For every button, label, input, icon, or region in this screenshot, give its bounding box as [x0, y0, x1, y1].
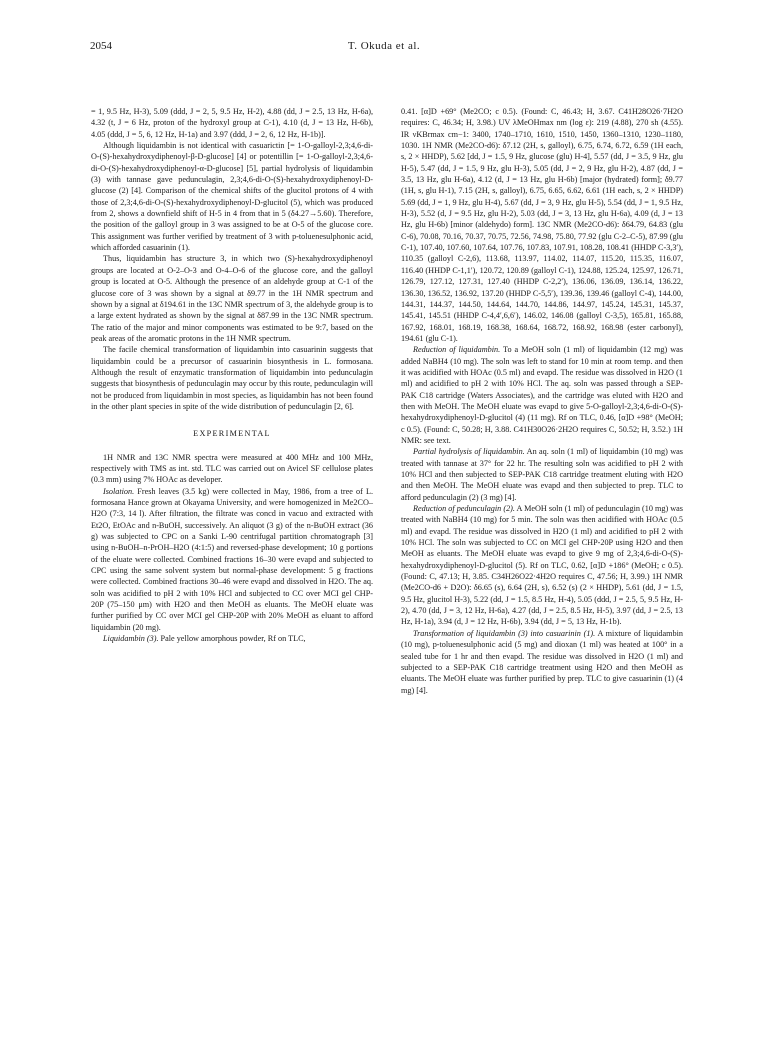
paragraph	[401, 344, 683, 446]
right-column	[401, 106, 683, 696]
paragraph	[91, 452, 373, 486]
paragraph	[91, 106, 373, 140]
paragraph-lead: Liquidambin (3).	[103, 634, 159, 644]
paragraph	[91, 140, 373, 253]
paragraph-text: An aq. soln (1 ml) of liquidambin (10 mg) was treated with tannase at 37° for 22 hr. The resulting soln was acidified to pH 2 with 10% HCl and then subjected to SEP-PAK C18 cartridge treatment eluting with H2O and then MeOH. The MeOH eluate was evapd and then subjected to prep. TLC to afford pedunculagin (2) (3 mg) [4].	[401, 447, 683, 502]
paragraph-lead: Reduction of liquidambin.	[413, 345, 501, 355]
paragraph-text: The facile chemical transformation of liquidambin into casuarinin suggests that liquidambin could be a precursor of casuarinin biosynthesis in L. formosana. Although the result of enzymatic transformation of liquidambin into pedunculagin suggests that biosynthesis of pedunculagin may occur by this route, pedunculagin will not be produced from liquidambin in most species, as liquidambin has not been found in the other plant species in spite of the wide distribution of pedunculagin [2, 6].	[91, 345, 373, 411]
paragraph-lead: Transformation of liquidambin (3) into casuarinin (1).	[413, 628, 596, 638]
paragraph-text: Thus, liquidambin has structure 3, in which two (S)-hexahydroxydiphenoyl groups are located at O-2–O-3 and O-4–O-6 of the glucose core, and the galloyl group is located at O-5. Although the presence of an aldehyde group at C-1 of the glucose core of 3 was shown by a signal at δ9.77 in the 1H NMR spectrum and shown by a signal at δ194.61 in the 13C NMR spectrum of 3, the aldehyde group is to a large extent hydrated as shown by the signal at δ87.99 in the 13C NMR spectrum. The ratio of the major and minor components was estimated to be 9:7, based on the peak areas of the aromatic protons in the 1H NMR spectrum.	[91, 254, 373, 343]
paragraph	[401, 503, 683, 628]
paragraph	[91, 253, 373, 344]
running-head: T. Okuda et al.	[347, 40, 421, 52]
paragraph	[91, 633, 373, 644]
paragraph-text: A mixture of liquidambin (10 mg), p-toluenesulphonic acid (5 mg) and dioxan (1 ml) was heated at 100° in a sealed tube for 1 hr and then evapd. The residue was dissolved in H2O (1 ml) and subjected to a SEP-PAK C18 cartridge treatment using H2O and then MeOH as eluants. The MeOH eluate was further purified by prep. TLC to give casuarinin (1) (4 mg) [4].	[401, 628, 683, 695]
paragraph-text: = 1, 9.5 Hz, H-3), 5.09 (ddd, J = 2, 5, 9.5 Hz, H-2), 4.88 (dd, J = 2.5, 13 Hz, H-6a), 4.32 (t, J = 6 Hz, proton of the hydroxyl group at C-1), 4.10 (d, J = 13 Hz, H-6b), 4.05 (ddd, J = 5, 6, 12 Hz, H-1a) and 3.97 (ddd, J = 2, 6, 12 Hz, H-1b)].	[91, 107, 373, 139]
paragraph-text: A MeOH soln (1 ml) of pedunculagin (10 mg) was treated with NaBH4 (10 mg) for 5 min. The soln was then acidified with HOAc (0.5 ml) and evapd. The residue was dissolved in H2O (1 ml) and acidified to pH 2 with 10% HCl. The soln was subjected to CC on MCI gel CHP-20P using H2O and then MeOH as eluants. The MeOH eluate was evapd to give 9 mg of 2,3;4,6-di-O-(S)-hexahydroxydiphenoyl-D-glucitol (5). Rf on TLC, 0.62, [α]D +186° (MeOH; c 0.5). (Found: C, 47.13; H, 3.85. C34H26O22·4H2O requires C, 47.56; H, 3.99.) 1H NMR (Me2CO-d6 + D2O): δ6.65 (s), 6.64 (2H, s), 6.52 (s) (2 × HHDP), 5.61 (dd, J = 1.5, 9.5 Hz, glucitol H-3), 5.22 (dd, J = 1.5, 8.5 Hz, H-4), 5.05 (ddd, J = 2.5, 5, 9.5 Hz, H-2), 4.70 (dd, J = 3, 12 Hz, H-6a), 4.27 (dd, J = 2.5, 8.5 Hz, H-5), 3.97 (dd, J = 2.5, 13 Hz, H-1a), 3.94 (d, J = 12 Hz, H-6b), 3.94 (dd, J = 5, 13 Hz, H-1b).	[401, 504, 683, 627]
paragraph	[91, 486, 373, 633]
paragraph	[91, 344, 373, 412]
section-heading: EXPERIMENTAL	[193, 429, 271, 439]
paragraph-lead: Isolation.	[103, 486, 135, 496]
paragraph-text: Pale yellow amorphous powder, Rf on TLC,	[158, 634, 306, 644]
paragraph-text: 0.41. [α]D +69° (Me2CO; c 0.5). (Found: C, 46.43; H, 3.67. C41H28O26·7H2O requires: C, 46.34; H, 3.98.) UV λMeOHmax nm (log ε): 219 (4.88), 270 sh (4.55). IR νKBrmax cm−1: 3400, 1740–1710, 1610, 1510, 1450, 1360–1310, 1230–1180, 1030. 1H NMR (Me2CO-d6): δ7.12 (2H, s, galloyl), 6.75, 6.74, 6.72, 6.59 (1H each, s, 2 × HHDP), 5.62 [dd, J = 1.5, 9 Hz, glucose (glu) H-4], 5.57 (dd, J = 3.5, 9 Hz, glu H-5), 5.47 (dd, J = 1.5, 9 Hz, glu H-3), 5.05 (dd, J = 2, 9 Hz, glu H-2), 4.87 (dd, J = 3.5, 13 Hz, glu H-6a), 4.12 (d, J = 13 Hz, glu H-6b) [major (hydrated) form]; δ9.77 (1H, s, glu H-1), 7.15 (2H, s, galloyl), 6.75, 6.65, 6.62, 6.61 (1H each, s, 2 × HHDP) 5.69 (dd, J = 1, 9 Hz, glu H-4), 5.67 (dd, J = 3, 9 Hz, glu H-5), 5.54 (dd, J = 1, 9.5 Hz, H-3), 5.52 (d, J = 9.5 Hz, glu H-2), 5.03 (dd, J = 3, 13 Hz, glu H-6a), 4.09 (d, J = 13 Hz, glu H-6b) [minor (aldehydo) form]. 13C NMR (Me2CO-d6): δ64.79, 64.83 (glu C-6), 70.08, 70.16, 70.37, 70.75, 72.56, 74.98, 75.80, 77.92 (glu C-2–C-5), 87.99 (glu C-1), 107.40, 107.60, 107.64, 107.76, 107.83, 107.91, 108.28, 108.41 (HHDP C-3,3′), 110.35 (galloyl C-2,6), 113.68, 113.97, 114.02, 114.07, 115.20, 115.35, 116.07, 116.40 (HHDP C-1,1′), 120.72, 120.89 (galloyl C-1), 124.88, 125.24, 125.97, 126.71, 126.79, 127.12, 127.31, 127.40 (HHDP C-2,2′), 136.06, 136.09, 136.14, 136.22, 136.30, 136.52, 136.92, 137.20 (HHDP C-5,5′), 139.36, 139.46 (galloyl C-4), 144.00, 144.31, 144.37, 144.50, 144.64, 144.70, 144.86, 144.97, 145.24, 145.31, 145.37, 145.41, 145.51 (HHDP C-4,4′,6,6′), 146.02, 146.08 (galloyl C-3,5), 165.81, 165.88, 167.92, 168.01, 168.19, 168.38, 168.64, 168.72, 168.92, 168.98 (ester carbonyl), 194.61 (glu C-1).	[401, 107, 683, 343]
paragraph-text: Fresh leaves (3.5 kg) were collected in May, 1986, from a tree of L. formosana Hance grown at Okayama University, and were homogenized in Me2CO–H2O (7:3, 14 l). After filtration, the filtrate was concd in vacuo and extracted with Et2O, EtOAc and n-BuOH, successively. An aliquot (3 g) of the n-BuOH extract (36 g) was subjected to CPC on a Sanki L-90 centrifugal partition chromatograph [3] using n-BuOH–n-PrOH–H2O (4:1:5) and reversed-phase development; 10 g portions of the eluate were collected. Combined fractions 16–30 were evapd and subjected to CPC using the same solvent system but normal-phase development: 5 g fractions were collected. Combined fractions 30–46 were evapd and dissolved in H2O. The aq. soln was acidified to pH 2 with 10% HCl and subjected to CC over MCI gel CHP-20P (75–150 μm) with H2O and then MeOH as eluants. The MeOH eluate was further purified by CC over MCI gel CHP-20P with 20% MeOH as eluant to afford liquidambin (20 mg).	[91, 486, 373, 632]
paragraph-text: Although liquidambin is not identical with casuarictin [= 1-O-galloyl-2,3;4,6-di-O-(S)-hexahydroxydiphenoyl-β-D-glucose] [4] or potentillin [= 1-O-galloyl-2,3;4,6-di-O-(S)-hexahydroxydiphenoyl-α-D-glucose] [5], partial hydrolysis of liquidambin (3) with tannase gave pedunculagin, 2,3;4,6-di-O-(S)-hexahydroxydiphenoyl-D-glucose (2) [4]. Comparison of the chemical shifts of the glucitol protons of 4 with those of 2,3;4,6-di-O-(S)-hexahydroxydiphenoyl-D-glucitol (5), which was produced from 2, shows a downfield shift of H-5 in 4 from that in 5 (δ4.27→5.60). Therefore, the position of the galloyl group in 3 was assigned to be at O-5 of the glucose core. This assignment was further verified by treatment of 3 with p-toluenesulphonic acid, which afforded casuarinin (1).	[91, 141, 373, 253]
paragraph-text: To a MeOH soln (1 ml) of liquidambin (12 mg) was added NaBH4 (10 mg). The soln was left to stand for 10 min at room temp. and then it was acidified with HOAc (0.5 ml) and evapd. The residue was dissolved in H2O (1 ml) and acidified to pH 2 with 10% HCl. The aq. soln was passed through a SEP-PAK C18 cartridge (Waters Associates), and the cartridge was eluted with H2O and then with MeOH. The MeOH eluate was evapd to give 5-O-galloyl-2,3;4,6-di-O-(S)-hexahydroxydiphenoyl-D-glucitol (4) (11 mg). Rf on TLC, 0.46, [α]D +98° (MeOH; c 0.5). (Found: C, 50.28; H, 3.88. C41H30O26·2H2O requires C, 50.52; H, 3.52.) 1H NMR: see text.	[401, 345, 683, 445]
paragraph-lead: Reduction of pedunculagin (2).	[413, 504, 515, 514]
page-header	[90, 40, 678, 56]
paragraph	[401, 628, 683, 696]
paragraph-text: 1H NMR and 13C NMR spectra were measured at 400 MHz and 100 MHz, respectively with TMS as int. std. TLC was carried out on Avicel SF cellulose plates (0.3 mm) using 7% HOAc as developer.	[91, 452, 373, 485]
paragraph	[401, 106, 683, 344]
left-column	[91, 106, 373, 644]
paragraph	[401, 446, 683, 503]
paragraph-lead: Partial hydrolysis of liquidambin.	[413, 447, 525, 457]
page-number: 2054	[90, 40, 112, 52]
